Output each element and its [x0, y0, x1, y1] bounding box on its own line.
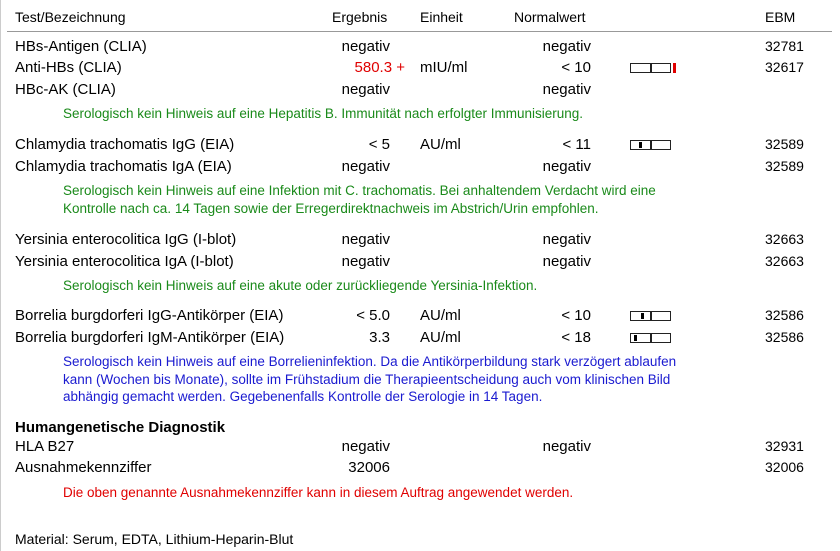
test-name: Chlamydia trachomatis IgG (EIA)	[15, 136, 235, 153]
comment-hepatitis: Serologisch kein Hinweis auf eine Hepatitis B. Immunität nach erfolgter Immunisierung.	[63, 106, 583, 121]
col-header-ebm: EBM	[765, 9, 796, 25]
gauge-midline	[650, 312, 652, 320]
ebm-code: 32589	[765, 136, 804, 152]
result-value: 3.3	[369, 329, 390, 346]
result-row	[1, 81, 840, 101]
ebm-code: 32586	[765, 307, 804, 323]
result-value: negativ	[341, 38, 390, 55]
normal-range: negativ	[542, 253, 591, 270]
unit: AU/ml	[420, 307, 461, 324]
comment-ausnahme: Die oben genannte Ausnahmekennziffer kann in diesem Auftrag angewendet werden.	[63, 485, 574, 500]
normal-range: negativ	[542, 38, 591, 55]
range-gauge	[630, 311, 671, 321]
test-name: Borrelia burgdorferi IgM-Antikörper (EIA)	[15, 329, 285, 346]
result-value: negativ	[341, 231, 390, 248]
result-row	[1, 459, 840, 479]
comment-chlamydia-1: Serologisch kein Hinweis auf eine Infektion mit C. trachomatis. Bei anhaltendem Verdacht wird eine	[63, 183, 656, 198]
ebm-code: 32589	[765, 158, 804, 174]
col-header-test: Test/Bezeichnung	[15, 9, 126, 25]
gauge-midline	[650, 334, 652, 342]
test-name: HBc-AK (CLIA)	[15, 81, 116, 98]
col-header-normal: Normalwert	[514, 9, 586, 25]
result-row	[1, 329, 840, 349]
material-note: Material: Serum, EDTA, Lithium-Heparin-Blut	[15, 531, 294, 547]
normal-range: negativ	[542, 438, 591, 455]
result-row	[1, 307, 840, 327]
result-row	[1, 59, 840, 79]
result-value: 580.3 +	[354, 59, 405, 76]
result-row	[1, 38, 840, 58]
normal-range: negativ	[542, 231, 591, 248]
result-row	[1, 231, 840, 251]
gauge-midline	[650, 64, 652, 72]
ebm-code: 32781	[765, 38, 804, 54]
result-value: < 5.0	[356, 307, 390, 324]
result-row	[1, 253, 840, 273]
test-name: Chlamydia trachomatis IgA (EIA)	[15, 158, 232, 175]
test-name: Borrelia burgdorferi IgG-Antikörper (EIA)	[15, 307, 284, 324]
normal-range: negativ	[542, 158, 591, 175]
result-value: < 5	[368, 136, 390, 153]
result-value: negativ	[341, 253, 390, 270]
comment-yersinia: Serologisch kein Hinweis auf eine akute oder zurückliegende Yersinia-Infektion.	[63, 278, 538, 293]
range-gauge	[630, 333, 671, 343]
col-header-unit: Einheit	[420, 9, 463, 25]
normal-range: < 10	[561, 59, 591, 76]
header-divider	[7, 31, 832, 32]
gauge-marker	[634, 335, 637, 341]
gauge-midline	[650, 141, 652, 149]
range-gauge	[630, 63, 671, 73]
test-name: Ausnahmekennziffer	[15, 459, 152, 476]
section-heading: Humangenetische Diagnostik	[15, 419, 226, 436]
result-row	[1, 136, 840, 156]
result-value: 32006	[348, 459, 390, 476]
test-name: Anti-HBs (CLIA)	[15, 59, 122, 76]
ebm-code: 32663	[765, 231, 804, 247]
unit: AU/ml	[420, 136, 461, 153]
ebm-code: 32931	[765, 438, 804, 454]
unit: AU/ml	[420, 329, 461, 346]
test-name: Yersinia enterocolitica IgG (I-blot)	[15, 231, 237, 248]
ebm-code: 32006	[765, 459, 804, 475]
gauge-marker	[641, 313, 644, 319]
normal-range: < 10	[561, 307, 591, 324]
normal-range: < 18	[561, 329, 591, 346]
range-gauge	[630, 140, 671, 150]
gauge-marker	[673, 63, 676, 73]
ebm-code: 32586	[765, 329, 804, 345]
normal-range: < 11	[562, 136, 591, 153]
comment-borrelia-3: abhängig gemacht werden. Gegebenenfalls Kontrolle der Serologie in 14 Tagen.	[63, 389, 543, 404]
comment-borrelia-1: Serologisch kein Hinweis auf eine Borrelieninfektion. Da die Antikörperbildung stark verzögert ablaufen	[63, 354, 677, 369]
col-header-result: Ergebnis	[332, 9, 388, 25]
result-value: negativ	[341, 81, 390, 98]
test-name: HLA B27	[15, 438, 75, 455]
gauge-marker	[639, 142, 642, 148]
ebm-code: 32617	[765, 59, 804, 75]
unit: mIU/ml	[420, 59, 468, 76]
result-value: negativ	[341, 438, 390, 455]
comment-borrelia-2: kann (Wochen bis Monate), sollte im Frühstadium die Therapieentscheidung auch vom klinischen Bild	[63, 372, 671, 387]
result-row	[1, 158, 840, 178]
test-name: HBs-Antigen (CLIA)	[15, 38, 147, 55]
comment-chlamydia-2: Kontrolle nach ca. 14 Tagen sowie der Erregerdirektnachweis im Abstrich/Urin empfohlen.	[63, 201, 599, 216]
normal-range: negativ	[542, 81, 591, 98]
result-value: negativ	[341, 158, 390, 175]
ebm-code: 32663	[765, 253, 804, 269]
result-row	[1, 438, 840, 458]
test-name: Yersinia enterocolitica IgA (I-blot)	[15, 253, 234, 270]
